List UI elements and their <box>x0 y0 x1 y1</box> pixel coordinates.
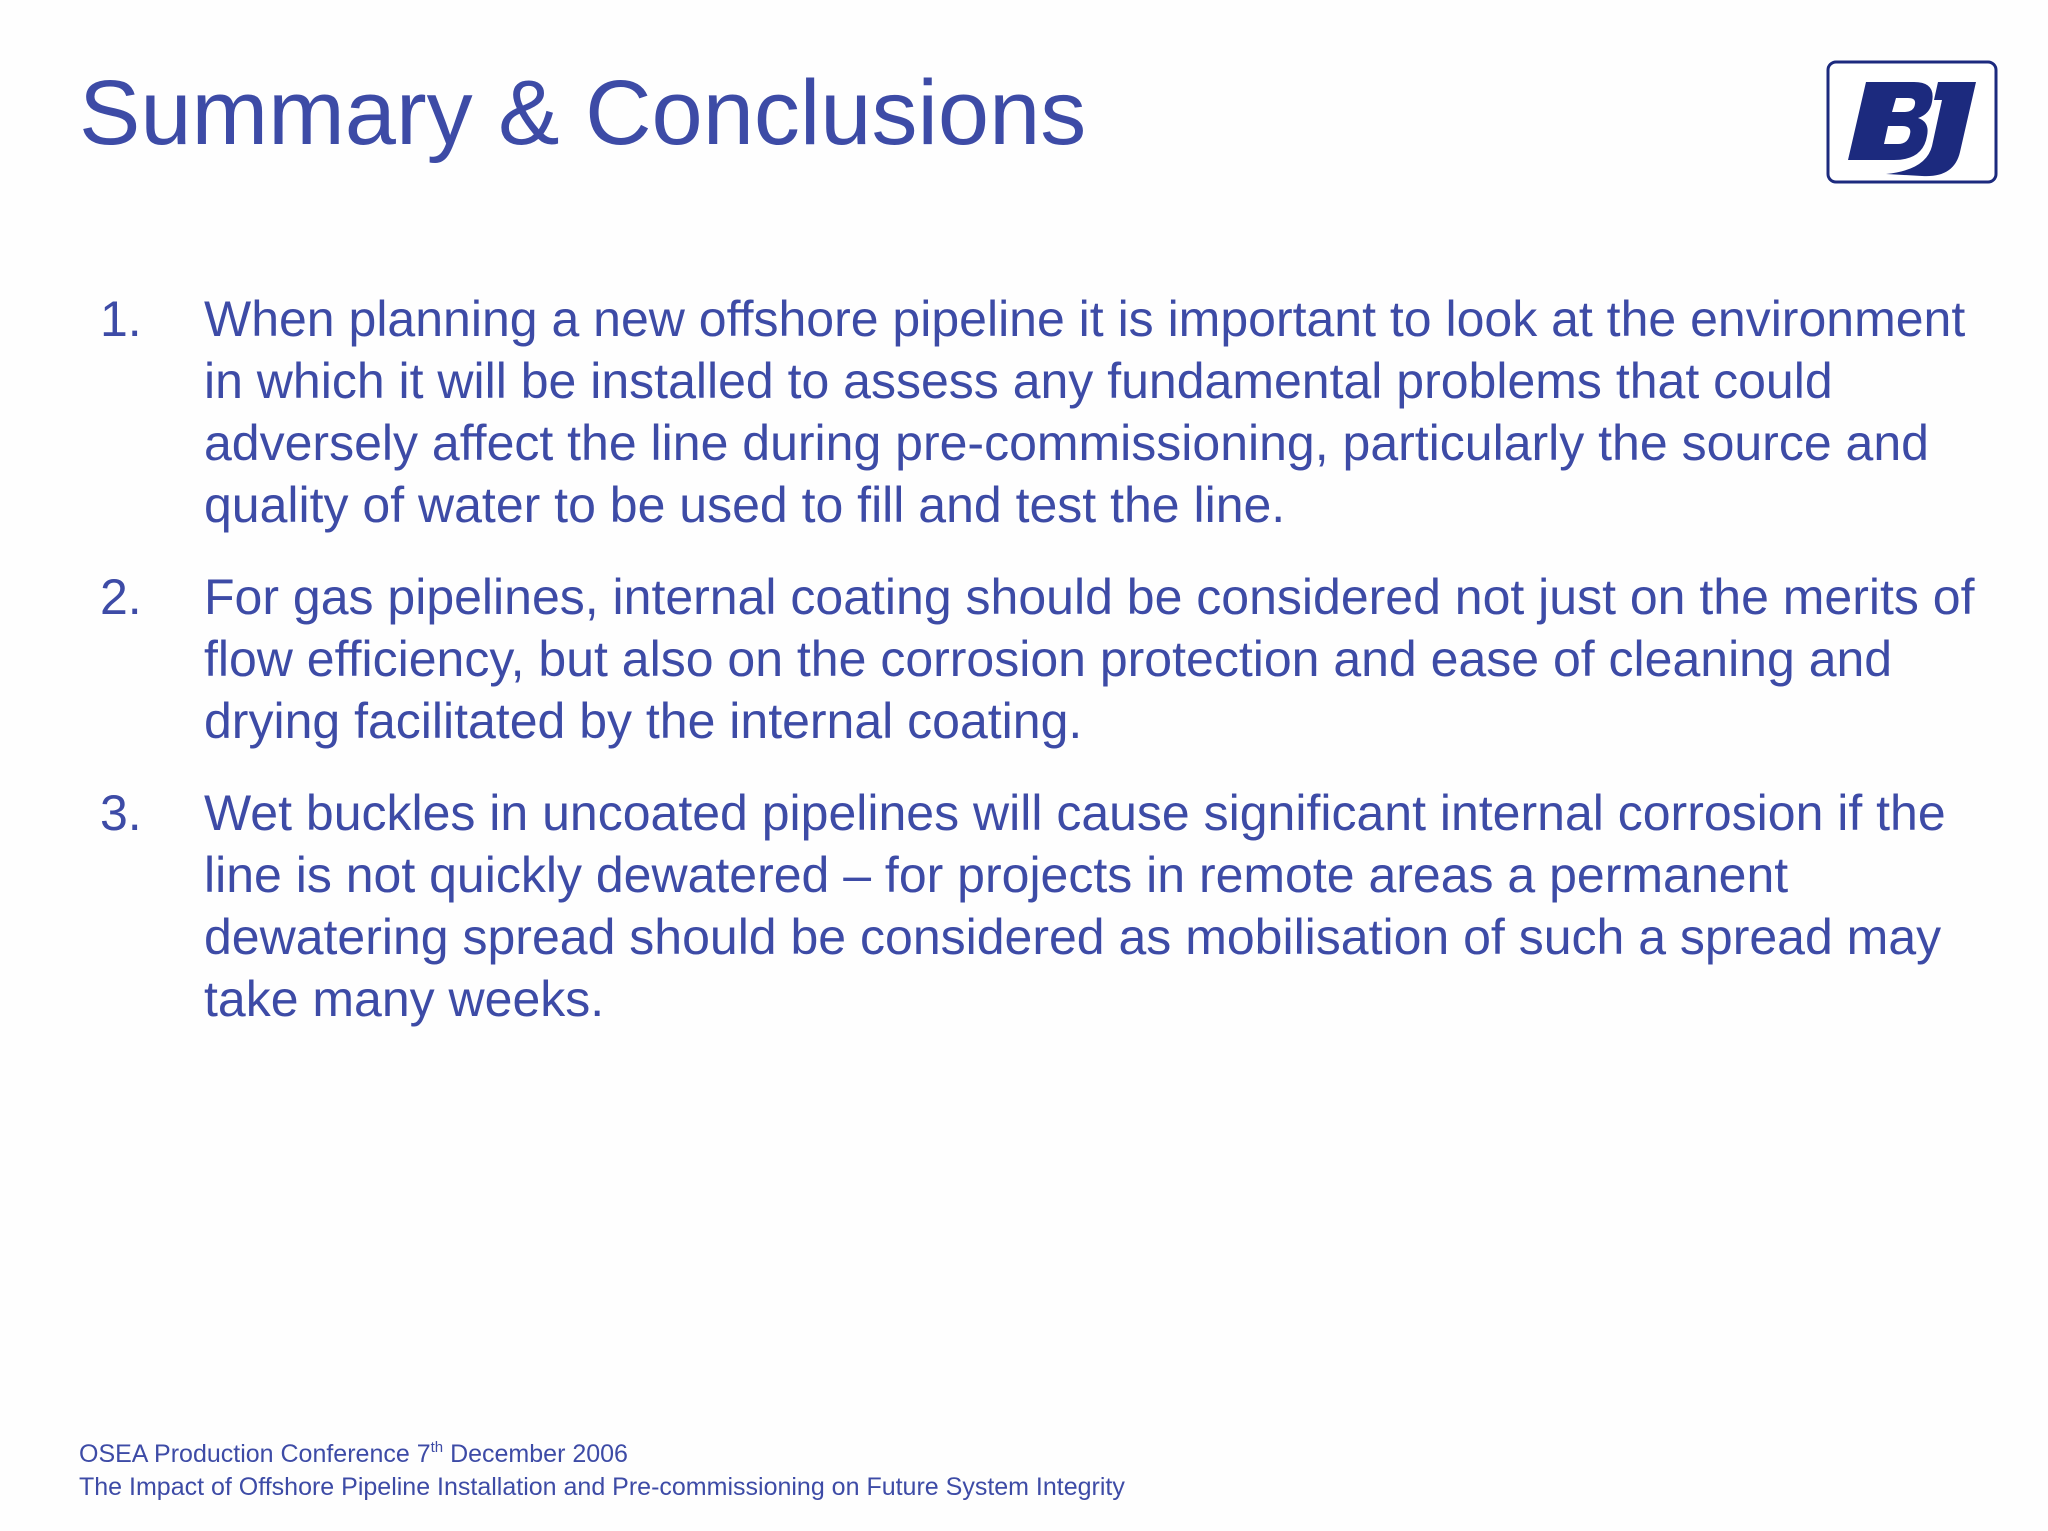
item-number: 2. <box>100 569 142 625</box>
footer-conference-suffix: December 2006 <box>443 1440 628 1468</box>
list-item <box>100 782 1946 1030</box>
item-number: 1. <box>100 291 142 347</box>
footer-presentation-title: The Impact of Offshore Pipeline Installation and Pre-commissioning on Future System Integrity <box>79 1473 1125 1501</box>
item-text: Wet buckles in uncoated pipelines will cause significant internal corrosion if the line is not quickly dewatered – for projects in remote areas a permanent dewatering spread should be considered as mobilisation of such a spread may take many weeks. <box>204 785 1946 1027</box>
item-text: When planning a new offshore pipeline it is important to look at the environment in which it will be installed to assess any fundamental problems that could adversely affect the line during pre-commissioning, particularly the source and quality of water to be used to fill and test the line. <box>204 291 1966 533</box>
item-text: For gas pipelines, internal coating should be considered not just on the merits of flow efficiency, but also on the corrosion protection and ease of cleaning and drying facilitated by the internal coating. <box>204 569 1975 749</box>
item-number: 3. <box>100 785 142 841</box>
footer-date-superscript: th <box>430 1439 444 1456</box>
list-item <box>100 566 1975 752</box>
bj-logo-icon <box>1826 60 1998 184</box>
footer-conference-prefix: OSEA Production Conference 7 <box>79 1440 431 1468</box>
slide-title: Summary & Conclusions <box>79 62 1087 164</box>
footer-conference-line <box>79 1438 1125 1471</box>
list-item <box>100 288 1966 536</box>
conclusions-list <box>100 288 1975 1030</box>
footer <box>79 1438 1125 1504</box>
